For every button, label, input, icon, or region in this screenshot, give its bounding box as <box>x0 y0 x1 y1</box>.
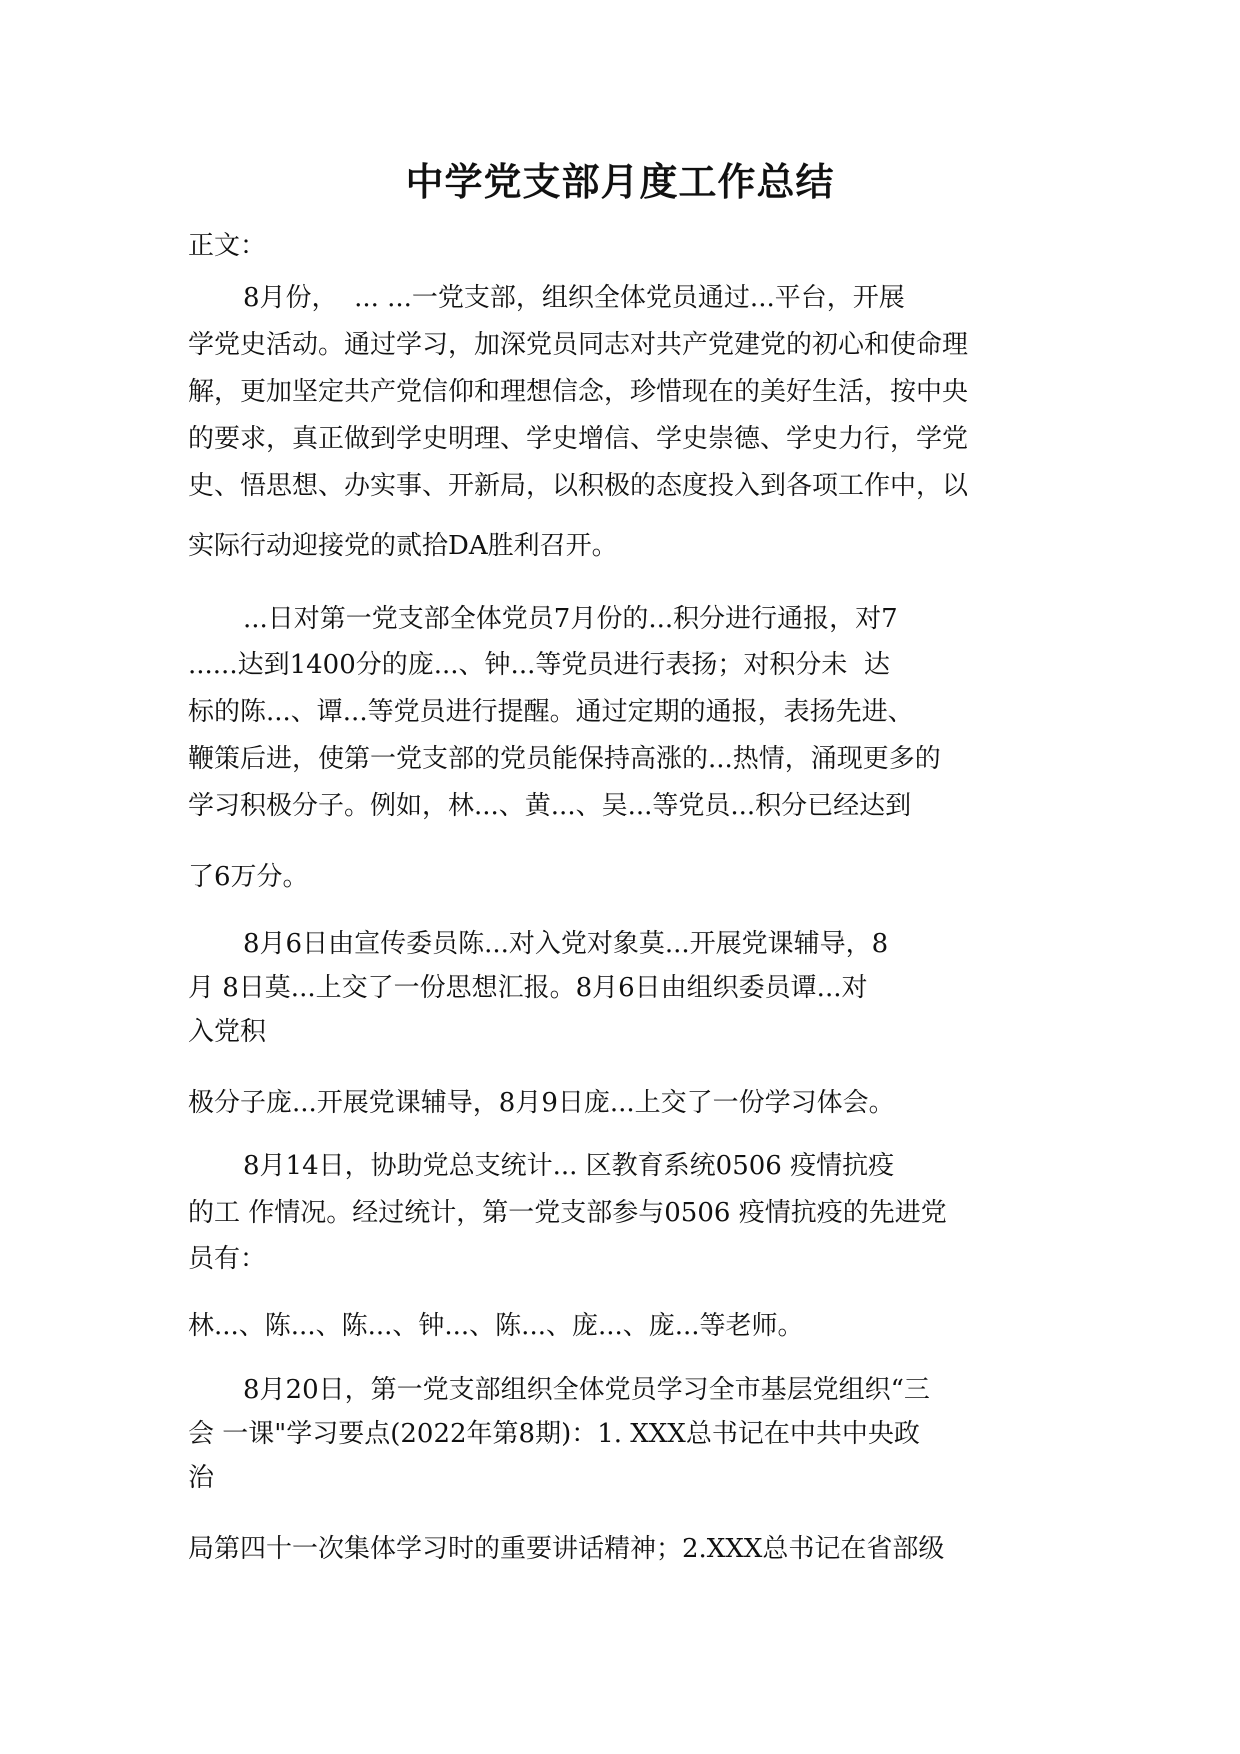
body-line: ......达到1400分的庞...、钟...等党员进行表扬；对积分未 达 <box>188 650 890 680</box>
body-line: 8月份， ... ...一党支部，组织全体党员通过...平台，开展 <box>243 283 905 313</box>
body-line: 了6万分。 <box>188 862 309 892</box>
document-title: 中学党支部月度工作总结 <box>405 159 835 204</box>
body-line: 正文： <box>188 231 267 261</box>
body-line: 极分子庞...开展党课辅导，8月9日庞...上交了一份学习体会。 <box>188 1088 895 1118</box>
body-line: 学党史活动。通过学习，加深党员同志对共产党建党的初心和使命理 <box>188 330 969 360</box>
body-line: 月 8日莫...上交了一份思想汇报。8月6日由组织委员谭...对 <box>188 973 868 1003</box>
body-line: 局第四十一次集体学习时的重要讲话精神；2.XXX总书记在省部级 <box>188 1534 945 1564</box>
body-line: 员有： <box>188 1244 267 1274</box>
body-line: ...日对第一党支部全体党员7月份的...积分进行通报，对7 <box>243 604 898 634</box>
body-line: 会 一课"学习要点(2022年第8期)：1. XXX总书记在中共中央政 <box>188 1419 920 1449</box>
body-line: 入党积 <box>188 1017 267 1047</box>
body-line: 解，更加坚定共产党信仰和理想信念，珍惜现在的美好生活，按中央 <box>188 377 969 407</box>
body-line: 实际行动迎接党的贰拾DA胜利召开。 <box>188 531 618 561</box>
body-line: 的工 作情况。经过统计，第一党支部参与0506 疫情抗疫的先进党 <box>188 1198 947 1228</box>
body-line: 鞭策后进，使第一党支部的党员能保持高涨的...热情，涌现更多的 <box>188 744 941 774</box>
body-line: 治 <box>188 1463 215 1493</box>
body-line: 标的陈...、谭...等党员进行提醒。通过定期的通报，表扬先进、 <box>188 697 914 727</box>
body-line: 8月14日，协助党总支统计... 区教育系统0506 疫情抗疫 <box>243 1151 895 1181</box>
body-line: 8月6日由宣传委员陈...对入党对象莫...开展党课辅导，8 <box>243 929 889 959</box>
body-line: 史、悟思想、办实事、开新局，以积极的态度投入到各项工作中，以 <box>188 471 969 501</box>
body-line: 学习积极分子。例如，林...、黄...、吴...等党员...积分已经达到 <box>188 791 912 821</box>
body-line: 林...、陈...、陈...、钟...、陈...、庞...、庞...等老师。 <box>188 1311 804 1341</box>
body-line: 8月20日，第一党支部组织全体党员学习全市基层党组织“三 <box>243 1375 930 1405</box>
body-line: 的要求，真正做到学史明理、学史增信、学史崇德、学史力行，学党 <box>188 424 969 454</box>
